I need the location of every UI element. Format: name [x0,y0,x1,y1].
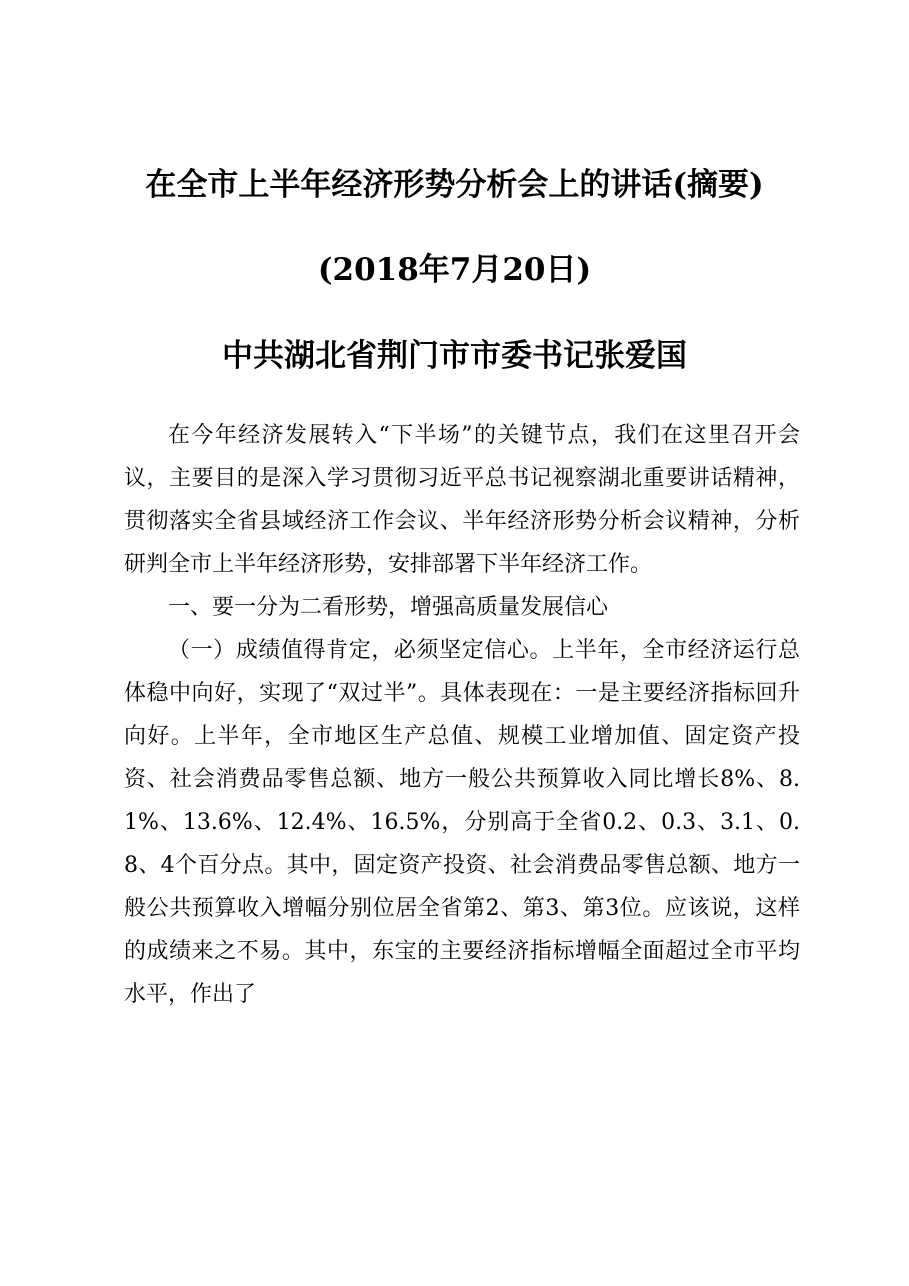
paragraph-intro: 在今年经济发展转入“下半场”的关键节点，我们在这里召开会议，主要目的是深入学习贯彻习近平总书记视察湖北重要讲话精神，贯彻落实全省县域经济工作会议、半年经济形势分析会议精神，分析研判全市上半年经济形势，安排部署下半年经济工作。 [124,423,800,577]
section-heading-1: 一、要一分为二看形势，增强高质量发展信心 [168,595,609,620]
document-author: 中共湖北省荆门市市委书记张爱国 [222,338,687,374]
document-date: (2018年7月20日) [317,252,592,288]
document-title: 在全市上半年经济形势分析会上的讲话(摘要) [145,167,764,203]
paragraph-achievements: （一）成绩值得肯定，必须坚定信心。上半年，全市经济运行总体稳中向好，实现了“双过半”。具体表现在：一是主要经济指标回升向好。上半年，全市地区生产总值、规模工业增加值、固定资产投资、社会消费品零售总额、地方一般公共预算收入同比增长8%、8.1%、13.6%、12.4%、16.5%，分别高于全省0.2、0.3、3.1、0.8、4个百分点。其中，固定资产投资、社会消费品零售总额、地方一般公共预算收入增幅分别位居全省第2、第3、第3位。应该说，这样的成绩来之不易。其中，东宝的主要经济指标增幅全面超过全市平均水平，作出了 [124,638,800,1007]
document-body [124,414,800,1016]
